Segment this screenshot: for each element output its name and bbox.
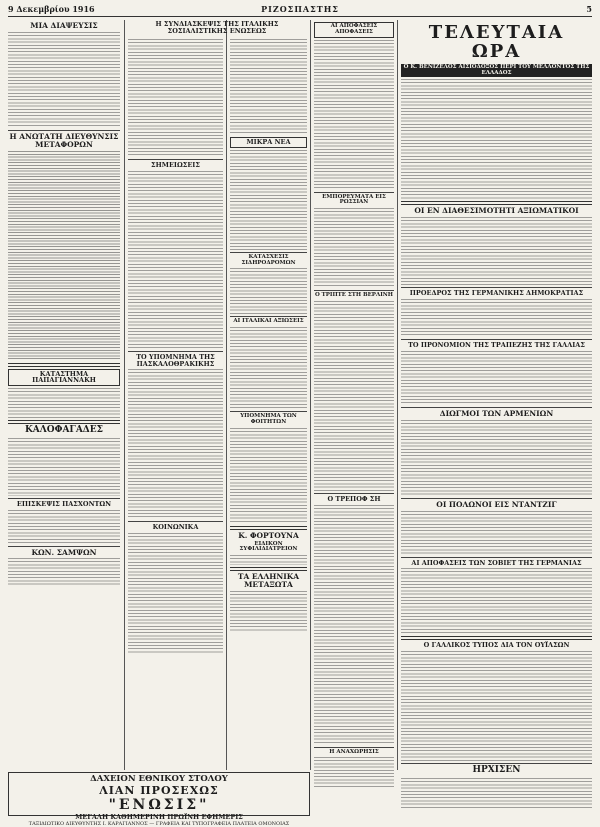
article-headline: ΚΟΙΝΩΝΙΚΑ: [152, 523, 199, 532]
article-headline: ΗΡΧΙΣΕΝ: [472, 765, 521, 776]
article-body: [401, 778, 592, 808]
page-number: 5: [586, 4, 592, 14]
article-body: [401, 217, 592, 285]
article-body: [230, 327, 307, 409]
article-body: [128, 171, 223, 349]
newspaper-name: ΡΙΖΟΣΠΑΣΤΗΣ: [261, 4, 339, 14]
article-headline: ΤΟ ΠΡΟΝΟΜΙΟΝ ΤΗΣ ΤΡΑΠΕΖΗΣ ΤΗΣ ΓΑΛΛΙΑΣ: [408, 341, 585, 349]
article-body: [128, 369, 223, 519]
article-headline: ΤΟ ΥΠΟΜΝΗΜΑ ΤΗΣ ΠΑΣΚΑΛΟΘΡΑΚΙΚΗΣ: [136, 352, 215, 368]
article-body: [314, 757, 394, 787]
advertisement-title: ΚΑΛΟΦΑΓΑΔΕΣ: [24, 425, 104, 436]
article-headline: Ο ΓΑΛΛΙΚΟΣ ΤΥΠΟΣ ΔΙΑ ΤΟΝ ΟΥΪΛΣΩΝ: [423, 641, 570, 650]
article-headline: ΠΡΟΕΔΡΟΣ ΤΗΣ ΓΕΡΜΑΝΙΚΗΣ ΔΗΜΟΚΡΑΤΙΑΣ: [409, 289, 584, 298]
newspaper-ad-title: "ΕΝΩΣΙΣ": [108, 797, 210, 813]
article-body: [401, 79, 592, 199]
article-body: [128, 39, 223, 157]
article-body: [8, 32, 120, 128]
article-body: [401, 299, 592, 337]
article-body: [230, 39, 307, 135]
column-rule: [310, 20, 311, 770]
column-rule: [124, 20, 125, 770]
article-headline: ΟΙ ΕΝ ΔΙΑΘΕΣΙΜΟΤΗΤΙ ΑΞΙΩΜΑΤΙΚΟΙ: [414, 206, 579, 216]
column-rule: [226, 20, 227, 770]
article-headline: ΚΑΤΑΣΧΕΣΙΣ ΣΙΔΗΡΟΔΡΟΜΩΝ: [241, 253, 296, 266]
column-4: [314, 20, 394, 800]
article-body: [230, 150, 307, 250]
article-body: [8, 151, 120, 361]
article-headline: ΣΗΜΕΙΩΣΕΙΣ: [151, 161, 200, 169]
article-body: [230, 268, 307, 314]
advertisement-title: ΤΑ ΕΛΛΗΝΙΚΑ ΜΕΤΑΞΩΤΑ: [237, 572, 300, 589]
advertisement-title: ΚΑΤΑΣΤΗΜΑ ΠΑΠΑΓΙΑΝΝΑΚΗ: [8, 369, 120, 387]
article-headline: ΑΙ ΑΠΟΦΑΣΕΙΣ ΑΠΟΦΑΣΕΙΣ: [314, 22, 394, 38]
article-headline: ΜΙΚΡΑ ΝΕΑ: [230, 137, 307, 148]
article-headline: ΑΙ ΑΠΟΦΑΣΕΙΣ ΤΩΝ ΣΟΒΙΕΤ ΤΗΣ ΓΕΡΜΑΝΙΑΣ: [411, 558, 582, 567]
headline-block: [128, 20, 306, 36]
article-body: [401, 511, 592, 555]
advertisement-title: Κ. ΦΟΡΤΟΥΝΑ: [238, 530, 299, 540]
advertisement-body: [230, 555, 307, 565]
advertisement-body: [8, 558, 120, 586]
article-body: [230, 428, 307, 524]
bottom-advertisement: [8, 772, 310, 827]
advertisement-title: ΕΠΙΣΚΕΨΙΣ ΠΑΣΧΟΝΤΩΝ: [16, 499, 112, 508]
advertisement-body: [8, 388, 120, 418]
article-headline: ΑΙ ΙΤΑΛΙΚΑΙ ΑΞΙΩΣΕΙΣ: [233, 318, 304, 325]
article-headline: Η ΑΝΩΤΑΤΗ ΔΙΕΥΘΥΝΣΙΣ ΜΕΤΑΦΟΡΩΝ: [9, 131, 119, 149]
article-headline: ΟΙ ΠΟΛΩΝΟΙ ΕΙΣ ΝΤΑΝΤΖΙΓ: [436, 499, 557, 509]
lottery-ad: ΔΑΧΕΙΟΝ ΕΘΝΙΚΟΥ ΣΤΟΛΟΥ: [90, 774, 228, 784]
article-body: [401, 568, 592, 634]
article-body: [314, 40, 394, 190]
article-body: [314, 208, 394, 288]
column-2: [128, 38, 223, 658]
section-subtitle: Ο Κ. ΒΕΝΙΖΕΛΟΣ ΑΙΣΙΟΔΟΞΟΣ ΠΕΡΙ ΤΟΥ ΜΕΛΛΟΝΤΟΣ ΤΗΣ ΕΛΛΑΔΟΣ: [401, 64, 592, 78]
newspaper-ad-subtitle: ΜΕΓΑΛΗ ΚΑΘΗΜΕΡΙΝΗ ΠΡΩΪΝΗ ΕΦΗΜΕΡΙΣ: [75, 813, 243, 821]
masthead: [8, 4, 592, 17]
article-headline: Η ΑΝΑΧΩΡΗΣΙΣ: [329, 748, 379, 755]
article-headline: ΜΙΑ ΔΙΑΨΕΥΣΙΣ: [30, 21, 98, 30]
article-body: [314, 505, 394, 745]
article-body: [401, 351, 592, 405]
article-body: [128, 533, 223, 653]
article-headline: ΔΙΩΓΜΟΙ ΤΩΝ ΑΡΜΕΝΙΩΝ: [439, 408, 554, 418]
article-headline: Ο ΤΡΙΠΤΕ ΣΤΗ ΒΕΡΛΙΝΗ: [314, 292, 394, 299]
advertisement-subtitle: ΕΙΔΙΚΟΝ ΣΥΦΙΛΙΔΙΑΤΡΕΙΟΝ: [239, 540, 298, 553]
article-headline: ΥΠΟΜΝΗΜΑ ΤΩΝ ΦΟΙΤΗΤΩΝ: [240, 413, 297, 425]
column-5: [401, 20, 592, 815]
advertisement-body: [8, 438, 120, 496]
main-headline: Η ΣΥΝΔΙΑΣΚΕΨΙΣ ΤΗΣ ΙΤΑΛΙΚΗΣ ΣΟΣΙΑΛΙΣΤΙΚΗΣ ΕΝΩΣΕΩΣ: [128, 21, 306, 36]
column-3: [230, 38, 307, 758]
section-title: ΤΕΛΕΥΤΑΙΑ ΩΡΑ: [428, 22, 565, 62]
column-1: [8, 20, 120, 755]
article-headline: ΕΜΠΟΡΕΥΜΑΤΑ ΕΙΣ ΡΩΣΣΙΑΝ: [322, 193, 386, 206]
article-body: [401, 651, 592, 761]
advertisement-title: ΚΩΝ. ΣΑΜΨΩΝ: [31, 547, 97, 557]
newspaper-ad-footer: ΤΑΞΙΔΙΩΤΙΚΟ ΔΙΕΥΘΥΝΤΗΣ Ι. ΚΑΡΑΓΙΑΝΝΟΣ — ΓΡΑΦΕΙΑ ΚΑΙ ΤΥΠΟΓΡΑΦΕΙΑ ΠΛΑΤΕΙΑ ΟΜΟΝΟΙΑΣ: [28, 821, 290, 827]
advertisement-body: [230, 591, 307, 631]
article-headline: Ο ΤΡΕΠΟΦ ΣΗ: [327, 494, 381, 503]
article-body: [314, 301, 394, 491]
coming-soon: ΛΙΑΝ ΠΡΟΣΕΧΩΣ: [99, 784, 219, 797]
article-body: [401, 420, 592, 496]
column-rule: [397, 20, 398, 770]
advertisement-body: [8, 510, 120, 544]
issue-date: 9 Δεκεμβρίου 1916: [8, 4, 95, 14]
